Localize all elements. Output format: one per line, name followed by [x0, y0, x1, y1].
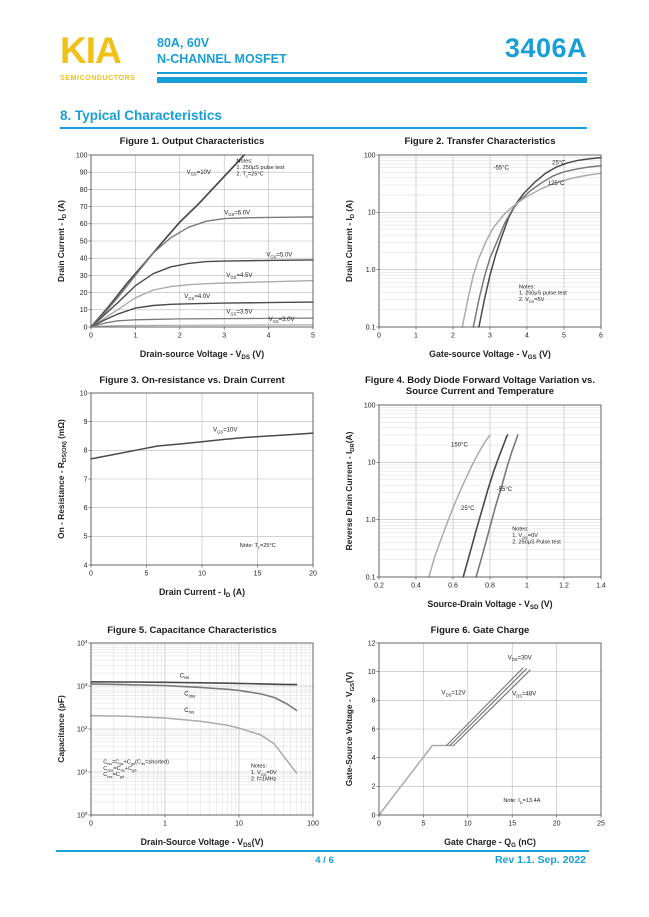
svg-text:0.4: 0.4 — [411, 582, 421, 589]
figure-title: Figure 6. Gate Charge — [430, 624, 530, 636]
footer-revision: Rev 1.1. Sep. 2022 — [494, 854, 586, 866]
svg-text:10: 10 — [235, 820, 243, 828]
part-number: 3406A — [504, 33, 587, 63]
svg-text:0: 0 — [89, 570, 93, 578]
footer-page-number: 4 / 6 — [315, 855, 334, 866]
chart-plot — [344, 149, 610, 361]
figure-6-chart — [344, 637, 616, 854]
svg-text:2: 2 — [451, 332, 455, 339]
svg-text:103: $10^3$ — [76, 682, 88, 691]
svg-text:0: 0 — [371, 812, 376, 820]
svg-text:60: 60 — [79, 220, 88, 228]
svg-text:Ciss: $C_{iss}$ — [179, 673, 190, 681]
svg-text:Capacitance (pF): Capacitance (pF) — [56, 695, 66, 763]
section-title: 8. Typical Characteristics — [60, 108, 222, 123]
svg-text:VGS=3.5V: $V_{GS}=3.5V$ — [226, 309, 253, 316]
svg-text:Gate-source Voltage - VGS (V): Gate-source Voltage - $V_{GS}$ (V) — [429, 348, 551, 361]
svg-text:0: 0 — [377, 332, 381, 339]
svg-text:Crss=Cgd: $C_{rss}=C_{gd}$ — [103, 772, 125, 779]
svg-text:10: 10 — [198, 570, 206, 578]
figure-6-gate-charge — [344, 625, 616, 855]
svg-text:VGS=10V: $V_{GS}=10V$ — [186, 169, 211, 177]
svg-text:Reverse Drain Current - IDR(A): Reverse Drain Current - $I_{DR}(A)$ — [344, 431, 356, 550]
svg-text:104: $10^4$ — [76, 639, 88, 648]
figure-title: Figure 4. Body Diode Forward Voltage Variation vs. Source Current and Temperature — [365, 374, 595, 397]
svg-text:0.6: 0.6 — [448, 582, 458, 589]
svg-text:20: 20 — [309, 570, 317, 578]
svg-text:Ciss=Cgs+Cgd(Cds=shorted): $C_{iss}=C_{gs}+C_{gd}(C_{ds}=shorted)$ — [103, 759, 170, 767]
svg-text:125°C: 125°C — [547, 180, 565, 187]
svg-text:101: $10^1$ — [76, 768, 88, 777]
svg-text:0.2: 0.2 — [374, 582, 384, 589]
svg-text:VDS=12V: $V_{DS}=12V$ — [441, 690, 466, 698]
svg-text:VDS=48V: $V_{DS}=48V$ — [512, 691, 537, 699]
svg-text:Note: ID=13.4A: Note: $I_D=13.4A$ — [503, 798, 541, 805]
svg-text:Drain Current - ID (A): Drain Current - $I_D$ (A) — [344, 199, 356, 282]
svg-text:0: 0 — [89, 332, 93, 339]
svg-text:5: 5 — [144, 570, 149, 578]
svg-text:Gate Charge - QG (nC): Gate Charge - $Q_G$ (nC) — [444, 837, 536, 849]
svg-text:4: 4 — [83, 562, 88, 570]
svg-text:0.1: 0.1 — [365, 323, 376, 331]
svg-text:80: 80 — [79, 186, 88, 194]
svg-text:VGS=5.0V: $V_{GS}=5.0V$ — [266, 251, 293, 259]
svg-text:1. VGS=0V: 1. $V_{GS}=0V$ — [512, 532, 538, 540]
svg-text:40: 40 — [79, 255, 88, 263]
svg-text:15: 15 — [508, 820, 517, 828]
figure-2-transfer-characteristics — [344, 136, 616, 366]
svg-text:VGS=4.0V: $V_{GS}=4.0V$ — [184, 293, 211, 301]
svg-text:100: 100 — [307, 820, 319, 828]
svg-text:102: $10^2$ — [76, 725, 88, 734]
chart-plot — [56, 637, 322, 849]
svg-text:5: 5 — [562, 332, 566, 339]
figure-4-chart — [344, 399, 616, 616]
chart-plot — [56, 149, 322, 361]
header — [60, 30, 587, 83]
svg-text:1.2: 1.2 — [559, 582, 569, 589]
section-heading — [60, 108, 587, 129]
svg-text:Drain Current - ID (A): Drain Current - $I_D$ (A) — [56, 199, 68, 282]
svg-text:-55°C: -55°C — [496, 486, 513, 493]
figure-1-output-characteristics — [56, 136, 328, 366]
svg-text:1.0: 1.0 — [365, 516, 376, 524]
svg-text:1. 250μS pulse test: 1. 250μS pulse test — [518, 290, 567, 297]
svg-text:9: 9 — [83, 419, 88, 427]
svg-text:1. 250μS pulse test: 1. 250μS pulse test — [236, 164, 285, 171]
svg-text:1. VGS=0V: 1. $V_{GS}=0V$ — [250, 770, 277, 777]
svg-text:3: 3 — [488, 332, 492, 339]
svg-text:100: 100 — [363, 151, 376, 159]
svg-text:VDS=30V: $V_{DS}=30V$ — [507, 655, 532, 663]
svg-text:6: 6 — [371, 726, 376, 734]
svg-text:30: 30 — [79, 272, 88, 280]
svg-text:Drain-Source Voltage - VDS(V): Drain-Source Voltage - $V_{DS}(V)$ — [140, 837, 264, 849]
svg-text:Coss: $C_{oss}$ — [184, 691, 196, 699]
svg-text:8: 8 — [83, 447, 88, 455]
svg-text:Source-Drain Voltage - VSD (V): Source-Drain Voltage - $V_{SD}$ (V) — [427, 598, 553, 611]
svg-text:4: 4 — [266, 332, 271, 339]
svg-text:1.4: 1.4 — [596, 582, 606, 589]
svg-text:Note: Tc=25°C: Note: $T_c=25^\circ C$ — [239, 542, 276, 550]
svg-text:VGS=4.5V: $V_{GS}=4.5V$ — [226, 272, 253, 280]
svg-text:1: 1 — [525, 582, 529, 589]
figure-2-chart — [344, 149, 616, 366]
svg-text:8: 8 — [371, 697, 376, 705]
figure-4-body-diode — [344, 375, 616, 616]
svg-text:10: 10 — [79, 306, 88, 314]
figure-3-on-resistance — [56, 375, 328, 616]
svg-text:0.8: 0.8 — [485, 582, 495, 589]
svg-text:20: 20 — [552, 820, 561, 828]
svg-text:20: 20 — [79, 289, 88, 297]
svg-text:10: 10 — [367, 209, 376, 217]
figure-grid — [56, 136, 616, 854]
svg-text:VGS=10V: $V_{GS}=10V$ — [213, 427, 238, 435]
svg-text:-55°C: -55°C — [493, 165, 509, 172]
svg-text:4: 4 — [525, 332, 529, 339]
svg-text:1: 1 — [414, 332, 418, 339]
section-rule — [60, 127, 587, 129]
logo-subtitle: SEMICONDUCTORS — [60, 75, 136, 82]
kia-logo — [60, 30, 157, 83]
svg-text:4: 4 — [371, 755, 376, 763]
svg-text:25: 25 — [597, 820, 605, 828]
svg-text:Notes:: Notes: — [250, 763, 268, 770]
svg-text:2. VDS=5V: 2. $V_{DS}=5V$ — [518, 296, 545, 304]
svg-text:1: 1 — [163, 820, 167, 828]
figure-1-chart — [56, 149, 328, 366]
svg-text:5: 5 — [83, 533, 88, 541]
chart-plot — [344, 399, 610, 611]
chart-plot — [56, 387, 322, 599]
svg-text:2: 2 — [371, 783, 376, 791]
figure-title: Figure 1. Output Characteristics — [119, 136, 265, 147]
svg-text:6: 6 — [599, 332, 603, 339]
figure-5-capacitance — [56, 625, 328, 855]
svg-text:Notes:: Notes: — [236, 158, 253, 165]
svg-text:Drain Current - ID (A): Drain Current - $I_D$ (A) — [158, 587, 246, 599]
svg-text:Crss: $C_{rss}$ — [184, 707, 195, 715]
spec-line-1: 80A, 60V — [157, 36, 210, 50]
svg-text:100: 100 — [363, 401, 376, 409]
svg-text:10: 10 — [367, 669, 376, 677]
svg-text:VGS=3.0V: $V_{GS}=3.0V$ — [268, 316, 295, 324]
svg-text:Notes:: Notes: — [518, 283, 536, 290]
svg-text:12: 12 — [367, 640, 376, 648]
svg-text:0.1: 0.1 — [365, 573, 376, 581]
svg-text:25°C: 25°C — [461, 505, 475, 512]
svg-text:1.0: 1.0 — [365, 266, 376, 274]
svg-text:15: 15 — [253, 570, 262, 578]
header-rule-thick — [157, 77, 587, 83]
svg-text:5: 5 — [311, 332, 315, 339]
svg-text:150°C: 150°C — [451, 441, 468, 448]
header-rule-thin — [157, 72, 587, 74]
svg-text:70: 70 — [79, 203, 88, 211]
svg-text:3: 3 — [222, 332, 227, 339]
svg-text:10: 10 — [79, 390, 88, 398]
svg-text:2. Tc=25°C: 2. $T_c=25^\circ C$ — [236, 171, 264, 178]
figure-5-chart — [56, 637, 328, 854]
figure-title: Figure 3. On-resistance vs. Drain Current — [99, 374, 285, 386]
svg-text:1: 1 — [133, 332, 138, 339]
svg-text:10: 10 — [463, 820, 472, 828]
svg-text:On - Resistance - RDS(ON) (mΩ): On - Resistance - $R_{DS(ON)}$ (mΩ) — [56, 419, 68, 539]
svg-text:100: 100 — [75, 151, 88, 159]
footer-rule — [56, 850, 589, 852]
svg-text:50: 50 — [79, 237, 88, 245]
svg-text:0: 0 — [83, 323, 88, 331]
svg-text:10: 10 — [367, 459, 376, 467]
svg-text:100: $10^0$ — [76, 811, 88, 820]
spec-line-2: N-CHANNEL MOSFET — [157, 52, 287, 66]
svg-text:7: 7 — [83, 476, 88, 484]
svg-text:Coss=Cds+Cgd: $C_{oss}=C_{ds}+C_{gd}$ — [103, 765, 137, 773]
svg-text:6: 6 — [83, 505, 88, 513]
svg-text:0: 0 — [377, 820, 381, 828]
chart-plot — [344, 637, 610, 849]
svg-text:0: 0 — [89, 820, 93, 828]
svg-text:2. f=1MHz: 2. f=1MHz — [250, 776, 277, 783]
figure-title: Figure 2. Transfer Characteristics — [404, 136, 556, 147]
svg-text:5: 5 — [421, 820, 426, 828]
header-right — [157, 33, 587, 83]
svg-text:90: 90 — [79, 169, 88, 177]
svg-text:Drain-source Voltage - VDS (V): Drain-source Voltage - $V_{DS}$ (V) — [139, 348, 265, 361]
svg-text:2: 2 — [177, 332, 182, 339]
svg-text:2. 250μS Pulse test: 2. 250μS Pulse test — [512, 538, 561, 545]
svg-text:25°C: 25°C — [552, 159, 566, 166]
svg-text:VGS=6.0V: $V_{GS}=6.0V$ — [224, 209, 251, 217]
figure-title: Figure 5. Capacitance Characteristics — [107, 624, 277, 636]
logo-text: KIA — [60, 30, 121, 71]
svg-text:Gate-Source Voltage - VGS(V): Gate-Source Voltage - $V_{GS}(V)$ — [344, 671, 356, 787]
svg-text:Notes:: Notes: — [512, 526, 529, 533]
figure-3-chart — [56, 387, 328, 604]
